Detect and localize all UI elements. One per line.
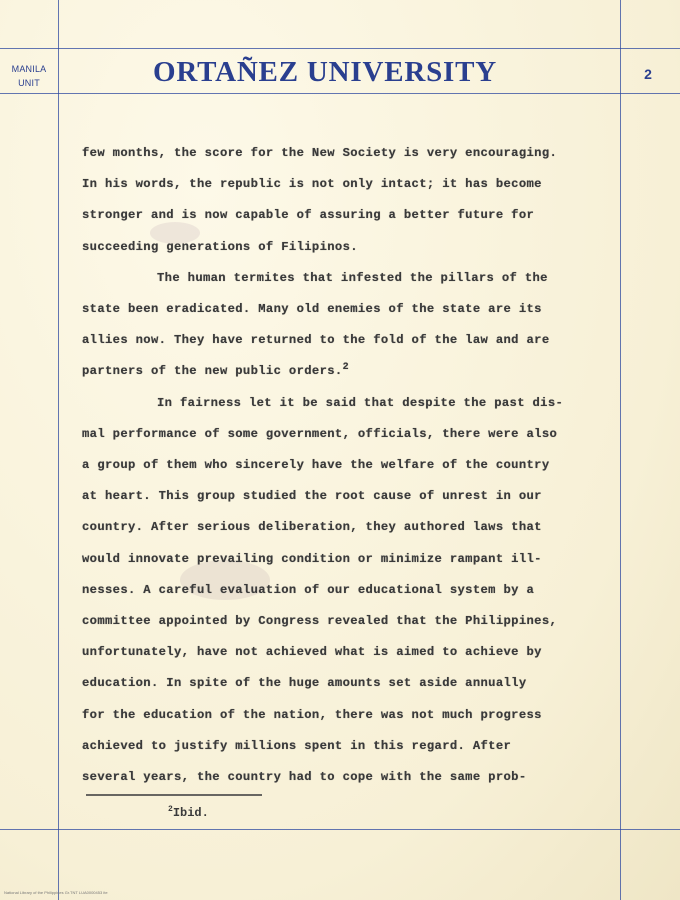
footnote <box>168 806 209 820</box>
text-line: partners of the new public orders. <box>82 364 343 379</box>
text-line: country. After serious deliberation, they authored laws that <box>82 520 542 535</box>
text-line: unfortunately, have not achieved what is aimed to achieve by <box>82 645 542 660</box>
typed-body-text <box>82 138 622 793</box>
header-bottom-rule <box>0 93 680 94</box>
text-line: several years, the country had to cope with the same prob- <box>82 770 527 785</box>
left-margin-rule <box>58 0 59 900</box>
text-line: mal performance of some government, officials, there were also <box>82 426 558 441</box>
text-line: succeeding generations of Filipinos. <box>82 239 358 254</box>
text-line: nesses. A careful evaluation of our educational system by a <box>82 582 535 597</box>
footnote-divider <box>86 794 262 796</box>
header-top-rule <box>0 48 680 49</box>
text-line: In fairness let it be said that despite the past dis- <box>157 395 564 410</box>
footnote-marker: 2 <box>342 362 349 374</box>
text-line: achieved to justify millions spent in this regard. After <box>82 738 512 753</box>
text-line: for the education of the nation, there was not much progress <box>82 707 542 722</box>
text-line: committee appointed by Congress revealed that the Philippines, <box>82 614 558 629</box>
text-line-with-footnote <box>82 356 622 387</box>
text-line: state been eradicated. Many old enemies of the state are its <box>82 302 542 317</box>
footer-rule <box>0 829 680 830</box>
unit-line-1: MANILA <box>11 64 47 74</box>
unit-line-2: UNIT <box>18 78 40 88</box>
text-line: allies now. They have returned to the fold of the law and are <box>82 333 550 348</box>
text-line: education. In spite of the huge amounts set aside annually <box>82 676 527 691</box>
text-line: at heart. This group studied the root cause of unrest in our <box>82 489 542 504</box>
text-line: The human termites that infested the pillars of the <box>157 270 548 285</box>
page-number: 2 <box>644 66 652 82</box>
footnote-number: 2 <box>168 805 173 814</box>
footnote-text: Ibid. <box>172 806 209 820</box>
text-line: stronger and is now capable of assuring a better future for <box>82 208 535 223</box>
text-line: would innovate prevailing condition or minimize rampant ill- <box>82 551 542 566</box>
campus-unit-label <box>2 62 56 90</box>
archive-credit: National Library of the Philippines Gr.TNT LUA0000453 ite <box>4 890 108 895</box>
university-title: ORTAÑEZ UNIVERSITY <box>153 56 497 88</box>
text-line: few months, the score for the New Society is very encouraging. <box>82 146 558 160</box>
text-line: a group of them who sincerely have the welfare of the country <box>82 458 550 473</box>
text-line: In his words, the republic is not only intact; it has become <box>82 177 542 192</box>
